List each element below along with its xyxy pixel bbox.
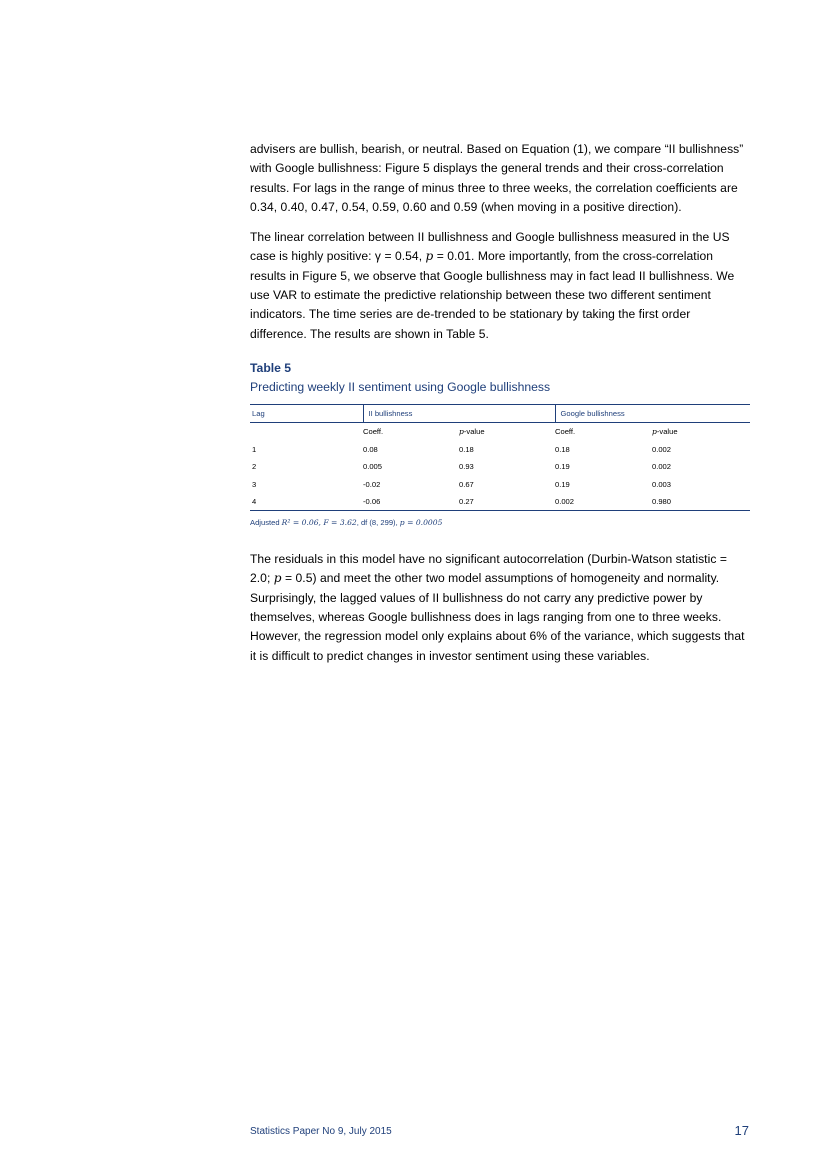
table-row <box>250 441 750 458</box>
subheader-empty <box>250 422 363 441</box>
cell-ii-pvalue: 0.67 <box>459 479 474 489</box>
p-symbol: p <box>652 427 657 437</box>
paragraph-residuals-text-b: = 0.5) and meet the other two model assumptions of homogeneity and normality. Surprisingly, the lagged values of II bullishness do not carry any predictive power by themselves, whereas Google bullishness does in lags ranging from one to three weeks. However, the regression model only explains about 6% of the variance, which suggests that it is difficult to predict changes in investor sentiment using these variables. <box>250 571 745 663</box>
cell-google-coeff: 0.19 <box>555 462 570 472</box>
table-header-row <box>250 404 750 422</box>
table-note <box>250 518 750 527</box>
paragraph-correlation-text-a: The linear correlation between II bullishness and Google bullishness measured in the US case is highly positive: γ = 0.54, <box>250 230 730 264</box>
table-row <box>250 476 750 493</box>
cell-google-pvalue: 0.002 <box>652 462 672 472</box>
paragraph-intro-text: advisers are bullish, bearish, or neutral. Based on Equation (1), we compare “II bullishness” with Google bullishness: Figure 5 displays the general trends and their cross-correlation results. For lags in the range of minus three to three weeks, the correlation coefficients are 0.34, 0.40, 0.47, 0.54, 0.59, 0.60 and 0.59 (when moving in a positive direction). <box>250 142 744 214</box>
note-math-p: p = 0.0005 <box>399 518 443 528</box>
page-content <box>250 140 750 677</box>
p-symbol: p <box>425 249 434 264</box>
header-google-bullishness: Google bullishness <box>555 404 750 422</box>
note-text-a: Adjusted <box>250 518 282 528</box>
value-suffix: -value <box>656 427 678 437</box>
cell-ii-pvalue: 0.18 <box>459 445 474 455</box>
footer-page-number: 17 <box>734 1123 749 1138</box>
cell-ii-coeff: -0.02 <box>363 479 381 489</box>
cell-ii-pvalue: 0.93 <box>459 462 474 472</box>
footer-publication: Statistics Paper No 9, July 2015 <box>250 1126 392 1137</box>
table-row <box>250 493 750 511</box>
cell-google-coeff: 0.002 <box>555 493 652 511</box>
note-math-r2: R² = 0.06, F = 3.62 <box>281 518 357 528</box>
subheader-google-pvalue <box>652 422 750 441</box>
cell-google-coeff: 0.19 <box>555 479 570 489</box>
note-text-b: , df (8, 299), <box>356 518 400 528</box>
paragraph-correlation-text-b: = 0.01. More importantly, from the cross-correlation results in Figure 5, we observe that Google bullishness may in fact lead II bullishness. We use VAR to estimate the predictive relationship between these two different sentiment indicators. The time series are de-trended to be stationary by taking the first order difference. The results are shown in Table 5. <box>250 249 735 341</box>
cell-lag: 1 <box>252 445 257 455</box>
table-label: Table 5 <box>250 360 292 375</box>
cell-ii-pvalue: 0.27 <box>459 493 555 511</box>
subheader-ii-pvalue <box>459 422 555 441</box>
subheader-ii-coeff: Coeff. <box>363 427 384 437</box>
cell-ii-coeff: -0.06 <box>363 493 459 511</box>
cell-google-pvalue: 0.980 <box>652 493 750 511</box>
cell-lag: 3 <box>252 479 257 489</box>
p-symbol: p <box>273 571 282 586</box>
table-row <box>250 458 750 475</box>
paragraph-residuals-text-a: The residuals in this model have no significant autocorrelation (Durbin-Watson statistic = 2.0; <box>250 552 727 586</box>
cell-ii-coeff: 0.005 <box>363 462 383 472</box>
cell-lag: 2 <box>252 462 257 472</box>
cell-ii-coeff: 0.08 <box>363 445 378 455</box>
cell-google-coeff: 0.18 <box>555 445 570 455</box>
subheader-google-coeff: Coeff. <box>555 427 576 437</box>
paragraph-intro <box>250 140 750 217</box>
paragraph-correlation <box>250 228 750 344</box>
table-title: Predicting weekly II sentiment using Google bullishness <box>250 379 551 394</box>
cell-google-pvalue: 0.003 <box>652 479 672 489</box>
header-lag: Lag <box>250 404 363 422</box>
p-symbol: p <box>459 427 464 437</box>
paragraph-residuals <box>250 550 750 666</box>
header-ii-bullishness: II bullishness <box>363 404 555 422</box>
results-table <box>250 404 750 511</box>
table-subheader-row <box>250 422 750 441</box>
value-suffix: -value <box>463 427 485 437</box>
cell-google-pvalue: 0.002 <box>652 445 672 455</box>
cell-lag: 4 <box>250 493 363 511</box>
